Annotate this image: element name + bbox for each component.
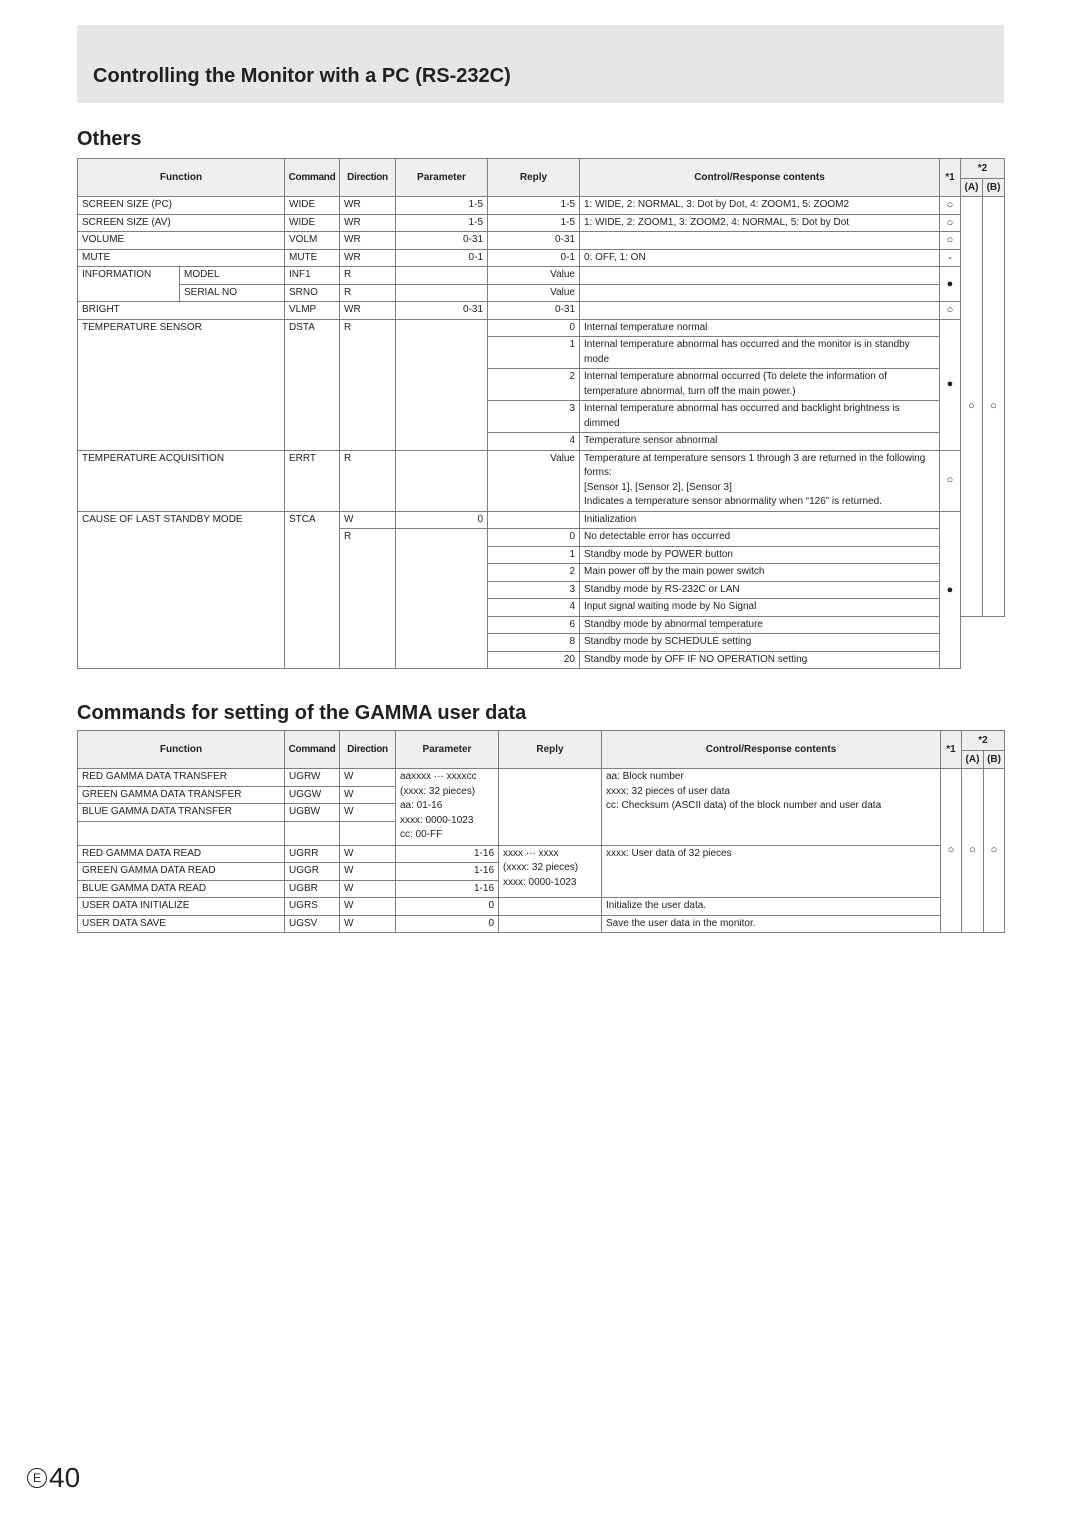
command-cell: ERRT — [285, 450, 340, 511]
function-cell: MUTE — [78, 249, 285, 267]
mark-filled: ● — [940, 319, 961, 450]
header-function: Function — [78, 731, 285, 769]
header-note1: *1 — [940, 159, 961, 197]
contents-line: Temperature at temperature sensors 1 through 3 are returned in the following forms: — [584, 452, 926, 478]
function-cell: SCREEN SIZE (AV) — [78, 214, 285, 232]
page-letter-badge: E — [27, 1468, 47, 1488]
reply-cell: 1 — [488, 546, 580, 564]
contents-cell: Internal temperature abnormal occurred (To delete the information of temperature abnormal, turn off the main power.) — [580, 369, 940, 401]
direction-cell: WR — [340, 302, 396, 320]
mark-open: ○ — [961, 197, 983, 617]
reply-cell: 20 — [488, 651, 580, 669]
direction-cell: R — [340, 450, 396, 511]
parameter-cell — [396, 284, 488, 302]
contents-cell: Temperature sensor abnormal — [580, 433, 940, 451]
mark-open: ○ — [940, 197, 961, 215]
reply-line: (xxxx: 32 pieces) — [503, 862, 579, 873]
function-cell: BLUE GAMMA DATA TRANSFER — [78, 804, 285, 822]
parameter-cell: 1-16 — [396, 845, 499, 863]
command-cell: UGBW — [285, 804, 340, 822]
contents-cell — [580, 284, 940, 302]
command-cell: VLMP — [285, 302, 340, 320]
contents-cell: Internal temperature abnormal has occurred and the monitor is in standby mode — [580, 337, 940, 369]
reply-cell: 4 — [488, 599, 580, 617]
contents-cell: Internal temperature normal — [580, 319, 940, 337]
direction-cell: W — [340, 769, 396, 787]
others-command-table — [77, 158, 1005, 669]
direction-cell: W — [340, 915, 396, 933]
contents-cell: Main power off by the main power switch — [580, 564, 940, 582]
contents-cell: Standby mode by RS-232C or LAN — [580, 581, 940, 599]
reply-cell — [499, 915, 602, 933]
function-cell: RED GAMMA DATA TRANSFER — [78, 769, 285, 787]
header-command: Command — [285, 731, 340, 769]
page-number — [27, 1462, 80, 1494]
function-cell: VOLUME — [78, 232, 285, 250]
header-note1: *1 — [941, 731, 962, 769]
reply-cell — [499, 898, 602, 916]
section-heading-others: Others — [77, 128, 142, 150]
parameter-line: cc: 00-FF — [400, 829, 443, 840]
parameter-cell — [396, 769, 499, 846]
header-function: Function — [78, 159, 285, 197]
reply-cell: 6 — [488, 616, 580, 634]
function-cell: CAUSE OF LAST STANDBY MODE — [78, 511, 285, 669]
reply-cell: 0 — [488, 529, 580, 547]
page-number-text: 40 — [49, 1462, 81, 1493]
mark-open: ○ — [941, 769, 962, 933]
contents-cell: Standby mode by POWER button — [580, 546, 940, 564]
contents-cell: Internal temperature abnormal has occurred and backlight brightness is dimmed — [580, 401, 940, 433]
header-col-b: (B) — [983, 179, 1005, 197]
mark-filled: ● — [940, 267, 961, 302]
contents-line: [Sensor 1], [Sensor 2], [Sensor 3] — [584, 481, 732, 493]
command-cell: STCA — [285, 511, 340, 669]
command-cell: UGGW — [285, 786, 340, 804]
command-cell — [285, 821, 340, 845]
parameter-cell: 1-16 — [396, 880, 499, 898]
contents-cell: Standby mode by OFF IF NO OPERATION setting — [580, 651, 940, 669]
command-cell: WIDE — [285, 214, 340, 232]
direction-cell: W — [340, 786, 396, 804]
parameter-cell: 0-1 — [396, 249, 488, 267]
command-cell: INF1 — [285, 267, 340, 285]
reply-cell: Value — [488, 284, 580, 302]
direction-cell: W — [340, 898, 396, 916]
reply-cell: 1 — [488, 337, 580, 369]
mark-open: ○ — [940, 214, 961, 232]
header-direction: Direction — [340, 731, 396, 769]
command-cell: VOLM — [285, 232, 340, 250]
mark-open: ○ — [940, 450, 961, 511]
reply-cell: 8 — [488, 634, 580, 652]
parameter-cell: 1-5 — [396, 214, 488, 232]
contents-cell — [580, 267, 940, 285]
parameter-cell — [396, 450, 488, 511]
function-cell: SCREEN SIZE (PC) — [78, 197, 285, 215]
contents-cell: Standby mode by SCHEDULE setting — [580, 634, 940, 652]
subfunction-cell: SERIAL NO — [180, 284, 285, 302]
header-direction: Direction — [340, 159, 396, 197]
direction-cell: W — [340, 845, 396, 863]
mark-dash: - — [940, 249, 961, 267]
parameter-cell: 0 — [396, 511, 488, 529]
header-reply: Reply — [499, 731, 602, 769]
command-cell: UGRR — [285, 845, 340, 863]
mark-open: ○ — [984, 769, 1005, 933]
direction-cell: R — [340, 267, 396, 285]
parameter-cell — [396, 267, 488, 285]
reply-line: xxxx ··· xxxx — [503, 847, 559, 859]
reply-cell: 1-5 — [488, 214, 580, 232]
parameter-cell — [396, 319, 488, 450]
contents-line: Indicates a temperature sensor abnormality when “126” is returned. — [584, 496, 882, 507]
header-contents: Control/Response contents — [602, 731, 941, 769]
contents-cell: Input signal waiting mode by No Signal — [580, 599, 940, 617]
command-cell: MUTE — [285, 249, 340, 267]
gamma-command-table — [77, 730, 1005, 933]
function-cell: GREEN GAMMA DATA TRANSFER — [78, 786, 285, 804]
contents-line: aa: Block number — [606, 771, 684, 782]
contents-cell: Save the user data in the monitor. — [602, 915, 941, 933]
header-note2: *2 — [962, 731, 1005, 751]
header-col-a: (A) — [962, 751, 984, 769]
reply-cell: 2 — [488, 564, 580, 582]
reply-line: xxxx: 0000-1023 — [503, 876, 577, 888]
contents-cell: Initialize the user data. — [602, 898, 941, 916]
reply-cell: 3 — [488, 581, 580, 599]
page-banner — [77, 25, 1004, 103]
function-cell: BRIGHT — [78, 302, 285, 320]
reply-cell: 2 — [488, 369, 580, 401]
direction-cell: W — [340, 511, 396, 529]
header-contents: Control/Response contents — [580, 159, 940, 197]
parameter-cell: 0 — [396, 915, 499, 933]
reply-cell — [488, 511, 580, 529]
contents-cell — [580, 450, 940, 511]
command-cell: WIDE — [285, 197, 340, 215]
command-cell: UGGR — [285, 863, 340, 881]
contents-cell — [580, 302, 940, 320]
subfunction-cell: MODEL — [180, 267, 285, 285]
reply-cell: 0-1 — [488, 249, 580, 267]
reply-cell: 3 — [488, 401, 580, 433]
contents-cell — [580, 232, 940, 250]
contents-cell: 0: OFF, 1: ON — [580, 249, 940, 267]
reply-cell: 0-31 — [488, 302, 580, 320]
function-cell: GREEN GAMMA DATA READ — [78, 863, 285, 881]
command-cell: UGSV — [285, 915, 340, 933]
function-cell: INFORMATION — [78, 267, 180, 302]
function-cell: RED GAMMA DATA READ — [78, 845, 285, 863]
function-cell — [78, 821, 285, 845]
contents-cell — [602, 769, 941, 846]
contents-cell: No detectable error has occurred — [580, 529, 940, 547]
direction-cell: R — [340, 319, 396, 450]
parameter-line: xxxx: 0000-1023 — [400, 814, 474, 826]
function-cell: BLUE GAMMA DATA READ — [78, 880, 285, 898]
mark-open: ○ — [940, 232, 961, 250]
mark-open: ○ — [983, 197, 1005, 617]
parameter-cell: 0-31 — [396, 302, 488, 320]
parameter-cell — [396, 529, 488, 669]
function-cell: TEMPERATURE ACQUISITION — [78, 450, 285, 511]
function-cell: USER DATA INITIALIZE — [78, 898, 285, 916]
command-cell: SRNO — [285, 284, 340, 302]
page-title: Controlling the Monitor with a PC (RS-232C) — [93, 65, 511, 87]
function-cell: TEMPERATURE SENSOR — [78, 319, 285, 450]
contents-line: cc: Checksum (ASCII data) of the block number and user data — [606, 800, 882, 811]
direction-cell: W — [340, 880, 396, 898]
section-heading-gamma: Commands for setting of the GAMMA user data — [77, 702, 527, 724]
direction-cell: WR — [340, 197, 396, 215]
mark-open: ○ — [940, 302, 961, 320]
header-parameter: Parameter — [396, 159, 488, 197]
header-col-a: (A) — [961, 179, 983, 197]
parameter-cell: 0-31 — [396, 232, 488, 250]
direction-cell: W — [340, 804, 396, 822]
mark-filled: ● — [940, 511, 961, 669]
parameter-cell: 0 — [396, 898, 499, 916]
contents-cell: Initialization — [580, 511, 940, 529]
command-cell: UGRS — [285, 898, 340, 916]
parameter-line: aaxxxx ··· xxxxcc — [400, 771, 477, 782]
direction-cell: W — [340, 863, 396, 881]
command-cell: UGRW — [285, 769, 340, 787]
reply-cell — [499, 769, 602, 846]
header-reply: Reply — [488, 159, 580, 197]
reply-cell: 4 — [488, 433, 580, 451]
reply-cell: 0 — [488, 319, 580, 337]
reply-cell — [499, 845, 602, 898]
reply-cell: Value — [488, 450, 580, 511]
direction-cell — [340, 821, 396, 845]
contents-cell: Standby mode by abnormal temperature — [580, 616, 940, 634]
parameter-line: (xxxx: 32 pieces) — [400, 785, 476, 797]
direction-cell: WR — [340, 232, 396, 250]
contents-cell: 1: WIDE, 2: NORMAL, 3: Dot by Dot, 4: ZOOM1, 5: ZOOM2 — [580, 197, 940, 215]
header-col-b: (B) — [984, 751, 1005, 769]
direction-cell: WR — [340, 214, 396, 232]
header-command: Command — [285, 159, 340, 197]
reply-cell: 0-31 — [488, 232, 580, 250]
header-note2: *2 — [961, 159, 1005, 179]
mark-open: ○ — [962, 769, 984, 933]
reply-cell: Value — [488, 267, 580, 285]
contents-line: xxxx: 32 pieces of user data — [606, 785, 730, 797]
contents-cell: xxxx: User data of 32 pieces — [602, 845, 941, 898]
parameter-line: aa: 01-16 — [400, 800, 443, 811]
header-parameter: Parameter — [396, 731, 499, 769]
direction-cell: R — [340, 529, 396, 669]
parameter-cell: 1-5 — [396, 197, 488, 215]
command-cell: UGBR — [285, 880, 340, 898]
command-cell: DSTA — [285, 319, 340, 450]
direction-cell: WR — [340, 249, 396, 267]
direction-cell: R — [340, 284, 396, 302]
function-cell: USER DATA SAVE — [78, 915, 285, 933]
contents-cell: 1: WIDE, 2: ZOOM1, 3: ZOOM2, 4: NORMAL, 5: Dot by Dot — [580, 214, 940, 232]
reply-cell: 1-5 — [488, 197, 580, 215]
parameter-cell: 1-16 — [396, 863, 499, 881]
